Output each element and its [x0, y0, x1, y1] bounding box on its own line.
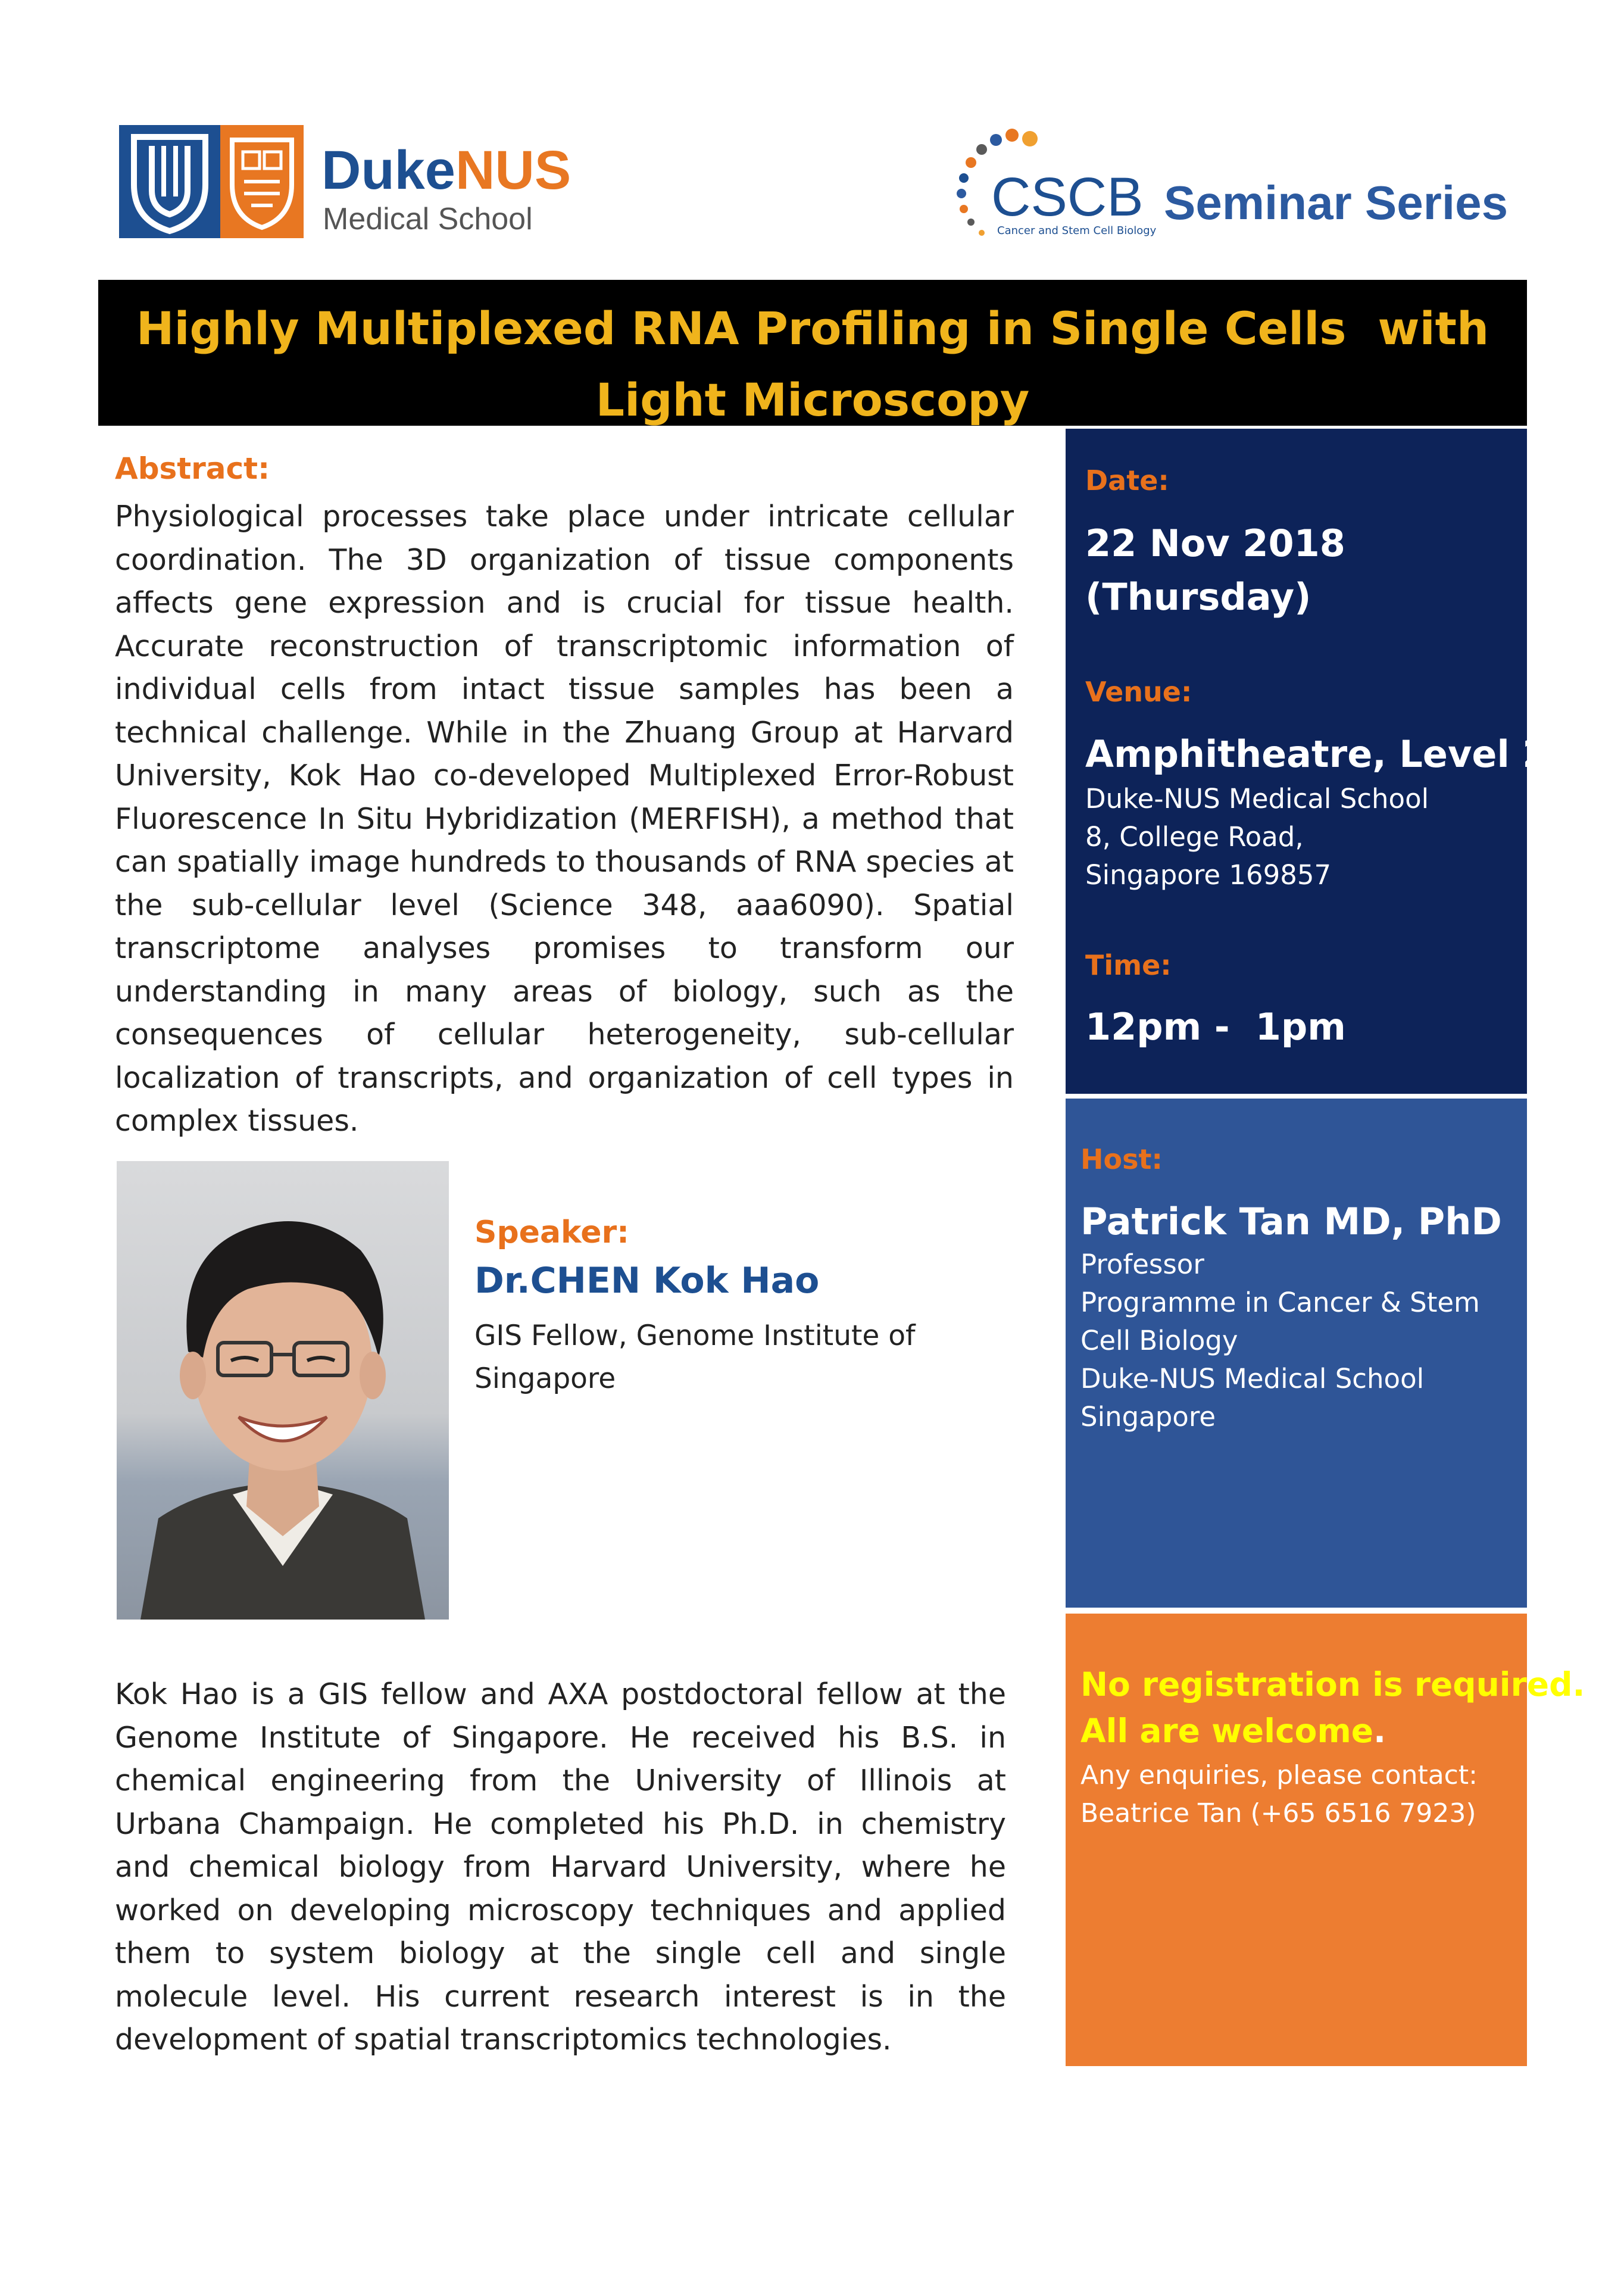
- institution-name-nus: NUS: [455, 140, 571, 201]
- duke-nus-logo: [119, 125, 583, 238]
- contact-prompt: Any enquiries, please contact:: [1080, 1760, 1478, 1790]
- speaker-name: Dr.CHEN Kok Hao: [474, 1260, 820, 1302]
- welcome-note: [1080, 1708, 1386, 1754]
- abstract-text: Physiological processes take place under intricate cellular coordination. The 3D organization of tissue components affects gene expression and is crucial for tissue health. Accurate reconstruction of transcriptomic information of individual cells from intact tissue samples has been a technical challenge. While in the Zhuang Group at Harvard University, Kok Hao co-developed Multiplexed Error-Robust Fluorescence In Situ Hybridization (MERFISH), a method that can spatially image hundreds to thousands of RNA species at the sub-cellular level (Science 348, aaa6090). Spatial transcriptome analyses promises to transform our understanding in many areas of biology, such as the consequences of cellular heterogeneity, sub-cellular localization of transcripts, and organization of cell types in complex tissues.: [115, 500, 1014, 1138]
- venue-address-line: Duke-NUS Medical School: [1085, 783, 1429, 815]
- date-value: [1085, 517, 1502, 624]
- day-line: (Thursday): [1085, 575, 1311, 619]
- institution-name: [321, 140, 571, 201]
- cscb-logo-text: CSCB: [991, 167, 1144, 227]
- nus-crest-icon: [220, 125, 304, 238]
- series-label: Seminar Series: [1164, 176, 1509, 229]
- venue-label: Venue:: [1085, 676, 1192, 708]
- seminar-title-line2: Light Microscopy: [595, 373, 1030, 426]
- contact-person: Beatrice Tan (+65 6516 7923): [1080, 1798, 1476, 1829]
- host-details: [1080, 1246, 1521, 1436]
- date-line: 22 Nov 2018: [1085, 522, 1345, 565]
- welcome-period: .: [1373, 1712, 1386, 1750]
- speaker-photo: [117, 1161, 449, 1620]
- time-label: Time:: [1085, 949, 1172, 981]
- venue-address-line: 8, College Road,: [1085, 821, 1304, 853]
- host-detail-line: Professor: [1080, 1249, 1204, 1280]
- seminar-title: [98, 293, 1527, 436]
- date-label: Date:: [1085, 464, 1169, 497]
- host-detail-line: Programme in Cancer & Stem Cell Biology: [1080, 1287, 1480, 1356]
- contact-info: [1080, 1756, 1521, 1833]
- registration-note: No registration is required.: [1080, 1665, 1585, 1703]
- seminar-title-line1: Highly Multiplexed RNA Profiling in Single Cells with: [136, 302, 1489, 355]
- venue-name: Amphitheatre, Level 2: [1085, 732, 1548, 776]
- abstract-label: Abstract:: [115, 451, 270, 486]
- speaker-label: Speaker:: [474, 1215, 629, 1250]
- title-banner: [98, 280, 1527, 426]
- duke-shield-icon: [119, 125, 220, 238]
- speaker-title: GIS Fellow, Genome Institute of Singapore: [474, 1319, 916, 1395]
- welcome-text: All are welcome: [1080, 1712, 1374, 1750]
- venue-address: [1085, 780, 1514, 894]
- institution-name-duke: Duke: [321, 140, 455, 201]
- host-detail-line: Singapore: [1080, 1401, 1216, 1433]
- venue-address-line: Singapore 169857: [1085, 859, 1332, 891]
- cscb-logo-tagline: Cancer and Stem Cell Biology: [997, 224, 1157, 237]
- cscb-logo: [950, 128, 1521, 247]
- speaker-bio: Kok Hao is a GIS fellow and AXA postdoctoral fellow at the Genome Institute of Singapore. He received his B.S. in chemical engineering from the University of Illinois at Urbana Champaign. He completed his Ph.D. in chemistry and chemical biology from Harvard University, where he worked on developing microscopy techniques and applied them to system biology at the single cell and single molecule level. His current research interest is in the development of spatial transcriptomics technologies.: [115, 1677, 1006, 2057]
- host-detail-line: Duke-NUS Medical School: [1080, 1363, 1425, 1394]
- institution-subtitle: Medical School: [323, 202, 533, 236]
- host-label: Host:: [1080, 1143, 1163, 1175]
- host-name: Patrick Tan MD, PhD: [1080, 1200, 1502, 1243]
- time-value: 12pm - 1pm: [1085, 1005, 1346, 1049]
